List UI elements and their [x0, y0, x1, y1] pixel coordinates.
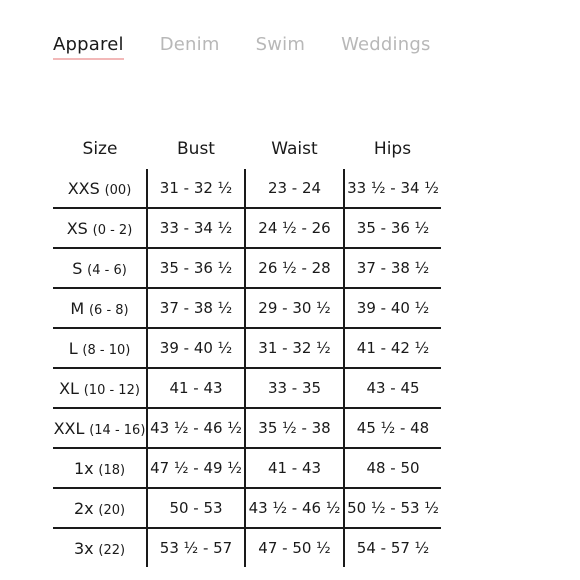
size-label: M [70, 298, 85, 318]
table-header-row [53, 128, 441, 169]
hips-cell: 45 ½ - 48 [344, 408, 441, 448]
table-row [53, 368, 441, 408]
table-row [53, 408, 441, 448]
bust-cell: 43 ½ - 46 ½ [147, 408, 245, 448]
size-numeric: (14 - 16) [89, 422, 146, 438]
size-cell [53, 288, 147, 328]
size-numeric: (10 - 12) [83, 382, 140, 398]
waist-cell: 29 - 30 ½ [245, 288, 344, 328]
table-row [53, 169, 441, 208]
size-numeric: (4 - 6) [87, 262, 127, 278]
size-label: XL [59, 378, 79, 398]
bust-cell: 47 ½ - 49 ½ [147, 448, 245, 488]
tab-swim-label: Swim [255, 34, 306, 55]
waist-cell: 24 ½ - 26 [245, 208, 344, 248]
tab-denim-label: Denim [159, 34, 220, 55]
table-row [53, 288, 441, 328]
size-numeric: (8 - 10) [82, 342, 131, 358]
hips-cell: 43 - 45 [344, 368, 441, 408]
size-cell [53, 328, 147, 368]
size-label: XXS [67, 178, 100, 198]
bust-cell: 41 - 43 [147, 368, 245, 408]
size-label: L [68, 338, 78, 358]
tab-swim[interactable] [256, 33, 305, 57]
hips-cell: 39 - 40 ½ [344, 288, 441, 328]
hips-cell: 54 - 57 ½ [344, 528, 441, 567]
waist-cell: 23 - 24 [245, 169, 344, 208]
header-bust: Bust [177, 138, 215, 159]
table-row [53, 248, 441, 288]
bust-cell: 35 - 36 ½ [147, 248, 245, 288]
size-cell [53, 488, 147, 528]
waist-cell: 33 - 35 [245, 368, 344, 408]
table-row [53, 448, 441, 488]
header-waist: Waist [271, 138, 318, 159]
bust-cell: 53 ½ - 57 [147, 528, 245, 567]
table-row [53, 488, 441, 528]
hips-cell: 33 ½ - 34 ½ [344, 169, 441, 208]
bust-cell: 31 - 32 ½ [147, 169, 245, 208]
hips-cell: 37 - 38 ½ [344, 248, 441, 288]
size-cell [53, 208, 147, 248]
size-cell [53, 368, 147, 408]
header-hips: Hips [373, 138, 412, 159]
size-numeric: (6 - 8) [88, 302, 129, 318]
size-label: 3x [73, 538, 94, 558]
hips-cell: 35 - 36 ½ [344, 208, 441, 248]
waist-cell: 47 - 50 ½ [245, 528, 344, 567]
size-numeric: (0 - 2) [92, 222, 133, 238]
hips-cell: 50 ½ - 53 ½ [344, 488, 441, 528]
size-label: S [72, 258, 83, 278]
waist-cell: 41 - 43 [245, 448, 344, 488]
waist-cell: 26 ½ - 28 [245, 248, 344, 288]
bust-cell: 50 - 53 [147, 488, 245, 528]
size-numeric: (22) [98, 542, 126, 558]
tab-weddings-label: Weddings [341, 34, 431, 55]
size-cell [53, 248, 147, 288]
bust-cell: 37 - 38 ½ [147, 288, 245, 328]
size-chart-table [53, 128, 441, 567]
waist-cell: 35 ½ - 38 [245, 408, 344, 448]
waist-cell: 43 ½ - 46 ½ [245, 488, 344, 528]
size-numeric: (00) [104, 182, 132, 198]
header-size: Size [82, 138, 118, 159]
tab-weddings[interactable] [341, 33, 430, 57]
table-row [53, 208, 441, 248]
tab-denim[interactable] [160, 33, 220, 57]
hips-cell: 41 - 42 ½ [344, 328, 441, 368]
tab-apparel[interactable] [53, 33, 124, 60]
size-rows [53, 169, 441, 567]
size-label: 1x [73, 458, 94, 478]
size-label: XXL [53, 418, 85, 438]
waist-cell: 31 - 32 ½ [245, 328, 344, 368]
size-label: 2x [73, 498, 94, 518]
category-tabs [53, 33, 467, 60]
size-numeric: (18) [98, 462, 126, 478]
size-cell [53, 408, 147, 448]
bust-cell: 39 - 40 ½ [147, 328, 245, 368]
table-row [53, 328, 441, 368]
tab-apparel-label: Apparel [53, 33, 124, 60]
size-label: XS [66, 218, 88, 238]
table-row [53, 528, 441, 567]
size-cell [53, 528, 147, 567]
size-numeric: (20) [98, 502, 126, 518]
size-cell [53, 448, 147, 488]
size-cell [53, 169, 147, 208]
hips-cell: 48 - 50 [344, 448, 441, 488]
bust-cell: 33 - 34 ½ [147, 208, 245, 248]
